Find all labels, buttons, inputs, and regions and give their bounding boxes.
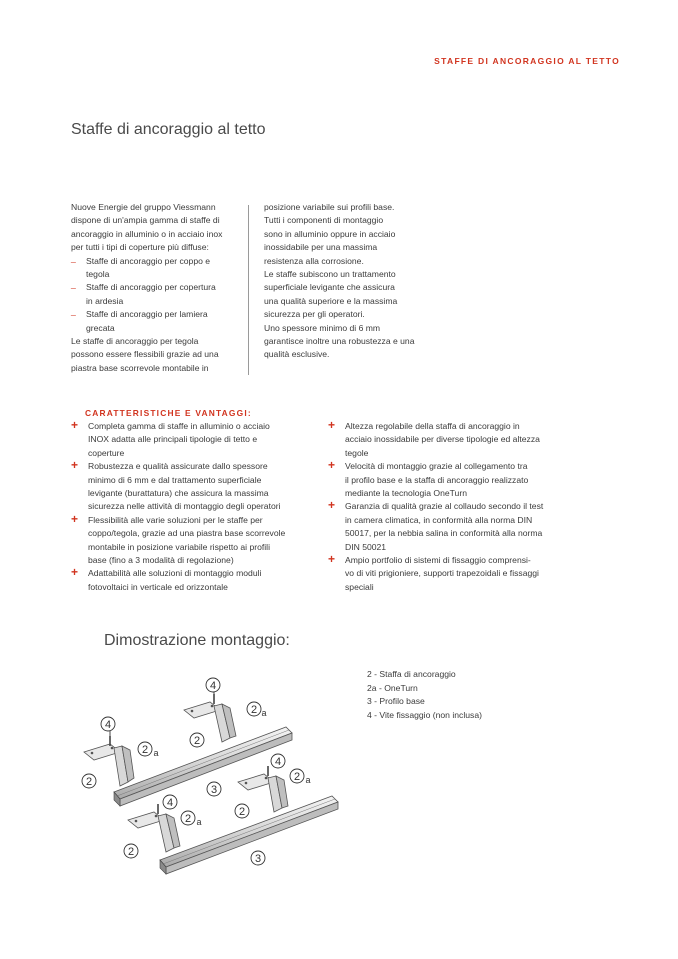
svg-text:4: 4 [209,680,217,692]
intro-line: piastra base scorrevole montabile in [71,362,209,373]
svg-text:2: 2 [85,776,93,788]
svg-text:a: a [261,708,267,718]
feature-item: + Robustezza e qualità assicurate dallo spessore minimo di 6 mm e dal trattamento superficiale levigante (burattatura) che assicura la massima sicurezza nelle attività di montaggio degli operatori [71,458,281,512]
legend-item: 4 - Vite fissaggio (non inclusa) [367,709,482,720]
svg-text:2: 2 [127,846,135,858]
svg-text:a: a [153,748,159,758]
plus-icon: + [328,458,336,473]
callout-bracket [190,733,204,747]
feature-item: + Velocità di montaggio grazie al collegamento tra il profilo base e la staffa di ancoraggio realizzato mediante la tecnologia OneTurn [328,458,529,499]
anchor-bracket [128,804,180,852]
callout-screw [271,754,285,768]
feature-item: + Altezza regolabile della staffa di ancoraggio in acciaio inossidabile per diverse tipologie ed altezza tegole [328,418,540,458]
intro-line: ancoraggio in alluminio o in acciaio inox [71,228,223,239]
plus-icon: + [71,565,79,580]
callout-screw [163,795,177,809]
plus-icon: + [71,511,79,526]
callout-rail [251,851,265,865]
svg-text:4: 4 [166,797,174,809]
svg-text:2: 2 [141,744,149,756]
intro-line: una qualità superiore e la massima [264,295,398,306]
plus-icon: + [71,418,79,432]
svg-text:3: 3 [254,853,262,865]
legend-item: 2 - Staffa di ancoraggio [367,669,456,679]
intro-line: Uno spessore minimo di 6 mm [264,322,381,333]
assembly-diagram [70,670,350,890]
legend-item: 3 - Profilo base [367,696,425,707]
intro-line: possono essere flessibili grazie ad una [71,349,219,360]
svg-text:2: 2 [238,806,246,818]
svg-text:4: 4 [274,756,282,768]
intro-line: sono in alluminio oppure in acciaio [264,228,396,239]
plus-icon: + [71,458,79,473]
column-divider [248,205,249,375]
list-item: _ Staffe di ancoraggio per copertura in ardesia [71,281,241,308]
callout-bracket [124,844,138,858]
intro-left-column [71,201,241,375]
base-rail-lower [160,796,338,874]
intro-line: resistenza alla corrosione. [264,255,364,266]
intro-line: dispone di un'ampia gamma di staffe di [71,215,220,226]
list-item: _ Staffe di ancoraggio per lamiera grecata [71,308,241,335]
intro-line: per tutti i tipi di coperture più diffuse: [71,242,209,253]
intro-line: sicurezza per gli operatori. [264,309,365,320]
plus-icon: + [328,498,336,513]
feature-item: + Completa gamma di staffe in alluminio o acciaio INOX adatta alle principali tipologie di tetto e coperture [71,418,270,458]
section-tag: STAFFE DI ANCORAGGIO AL TETTO [434,56,620,66]
intro-line: posizione variabile sui profili base. [264,202,395,212]
feature-item: + Adattabilità alle soluzioni di montaggio moduli fotovoltaici in verticale ed orizzontale [71,565,262,592]
plus-icon: + [328,418,336,432]
svg-text:2: 2 [250,704,258,716]
bracket-types-list [71,255,241,335]
svg-text:3: 3 [210,784,218,796]
svg-text:2: 2 [184,813,192,825]
svg-text:4: 4 [104,719,112,731]
svg-text:a: a [196,817,202,827]
svg-text:a: a [305,775,311,785]
intro-line: Le staffe di ancoraggio per tegola [71,336,199,347]
svg-text:2: 2 [293,771,301,783]
callout-screw [206,678,220,694]
feature-item: + Garanzia di qualità grazie al collaudo secondo il test in camera climatica, in conformità alla norma DIN 50017, per la nebbia salina in conformità alla norma DIN 50021 [328,498,544,552]
legend-item: 2a - OneTurn [367,682,418,693]
callout-oneturn [290,769,311,785]
features-left-list [71,420,331,594]
intro-line: Le staffe subiscono un trattamento [264,269,396,280]
callout-oneturn [181,811,202,827]
intro-line: inossidabile per una massima [264,242,378,253]
diagram-legend [367,668,482,722]
callout-bracket [235,804,249,818]
callout-oneturn [138,742,159,758]
page-title: Staffe di ancoraggio al tetto [71,121,266,138]
intro-line: Tutti i componenti di montaggio [264,215,384,226]
plus-icon: + [328,552,336,567]
feature-item: + Flessibilità alle varie soluzioni per le staffe per coppo/tegola, grazie ad una piastra base scorrevole montabile in posizione variabile rispetto ai profili base (fino a 3 modalità di regolazione) [71,511,286,566]
intro-line: Nuove Energie del gruppo Viessmann [71,202,216,212]
features-title: CARATTERISTICHE E VANTAGGI: [85,408,252,418]
features-right-list [328,420,598,594]
demo-title: Dimostrazione montaggio: [104,632,290,649]
svg-text:2: 2 [193,735,201,747]
feature-item: + Ampio portfolio di sistemi di fissaggio comprensi- vo di viti prigioniere, supporti trapezoidali e fissaggi speciali [328,552,539,592]
callout-bracket [82,774,96,788]
intro-line: garantisce inoltre una robustezza e una [264,336,415,347]
list-item: _ Staffe di ancoraggio per coppo e tegola [71,255,241,282]
callout-oneturn [247,702,267,718]
intro-right-column [264,201,444,362]
intro-line: qualità esclusive. [264,349,330,360]
callout-rail [207,782,221,796]
intro-line: superficiale levigante che assicura [264,282,395,293]
callout-screw [101,717,115,736]
